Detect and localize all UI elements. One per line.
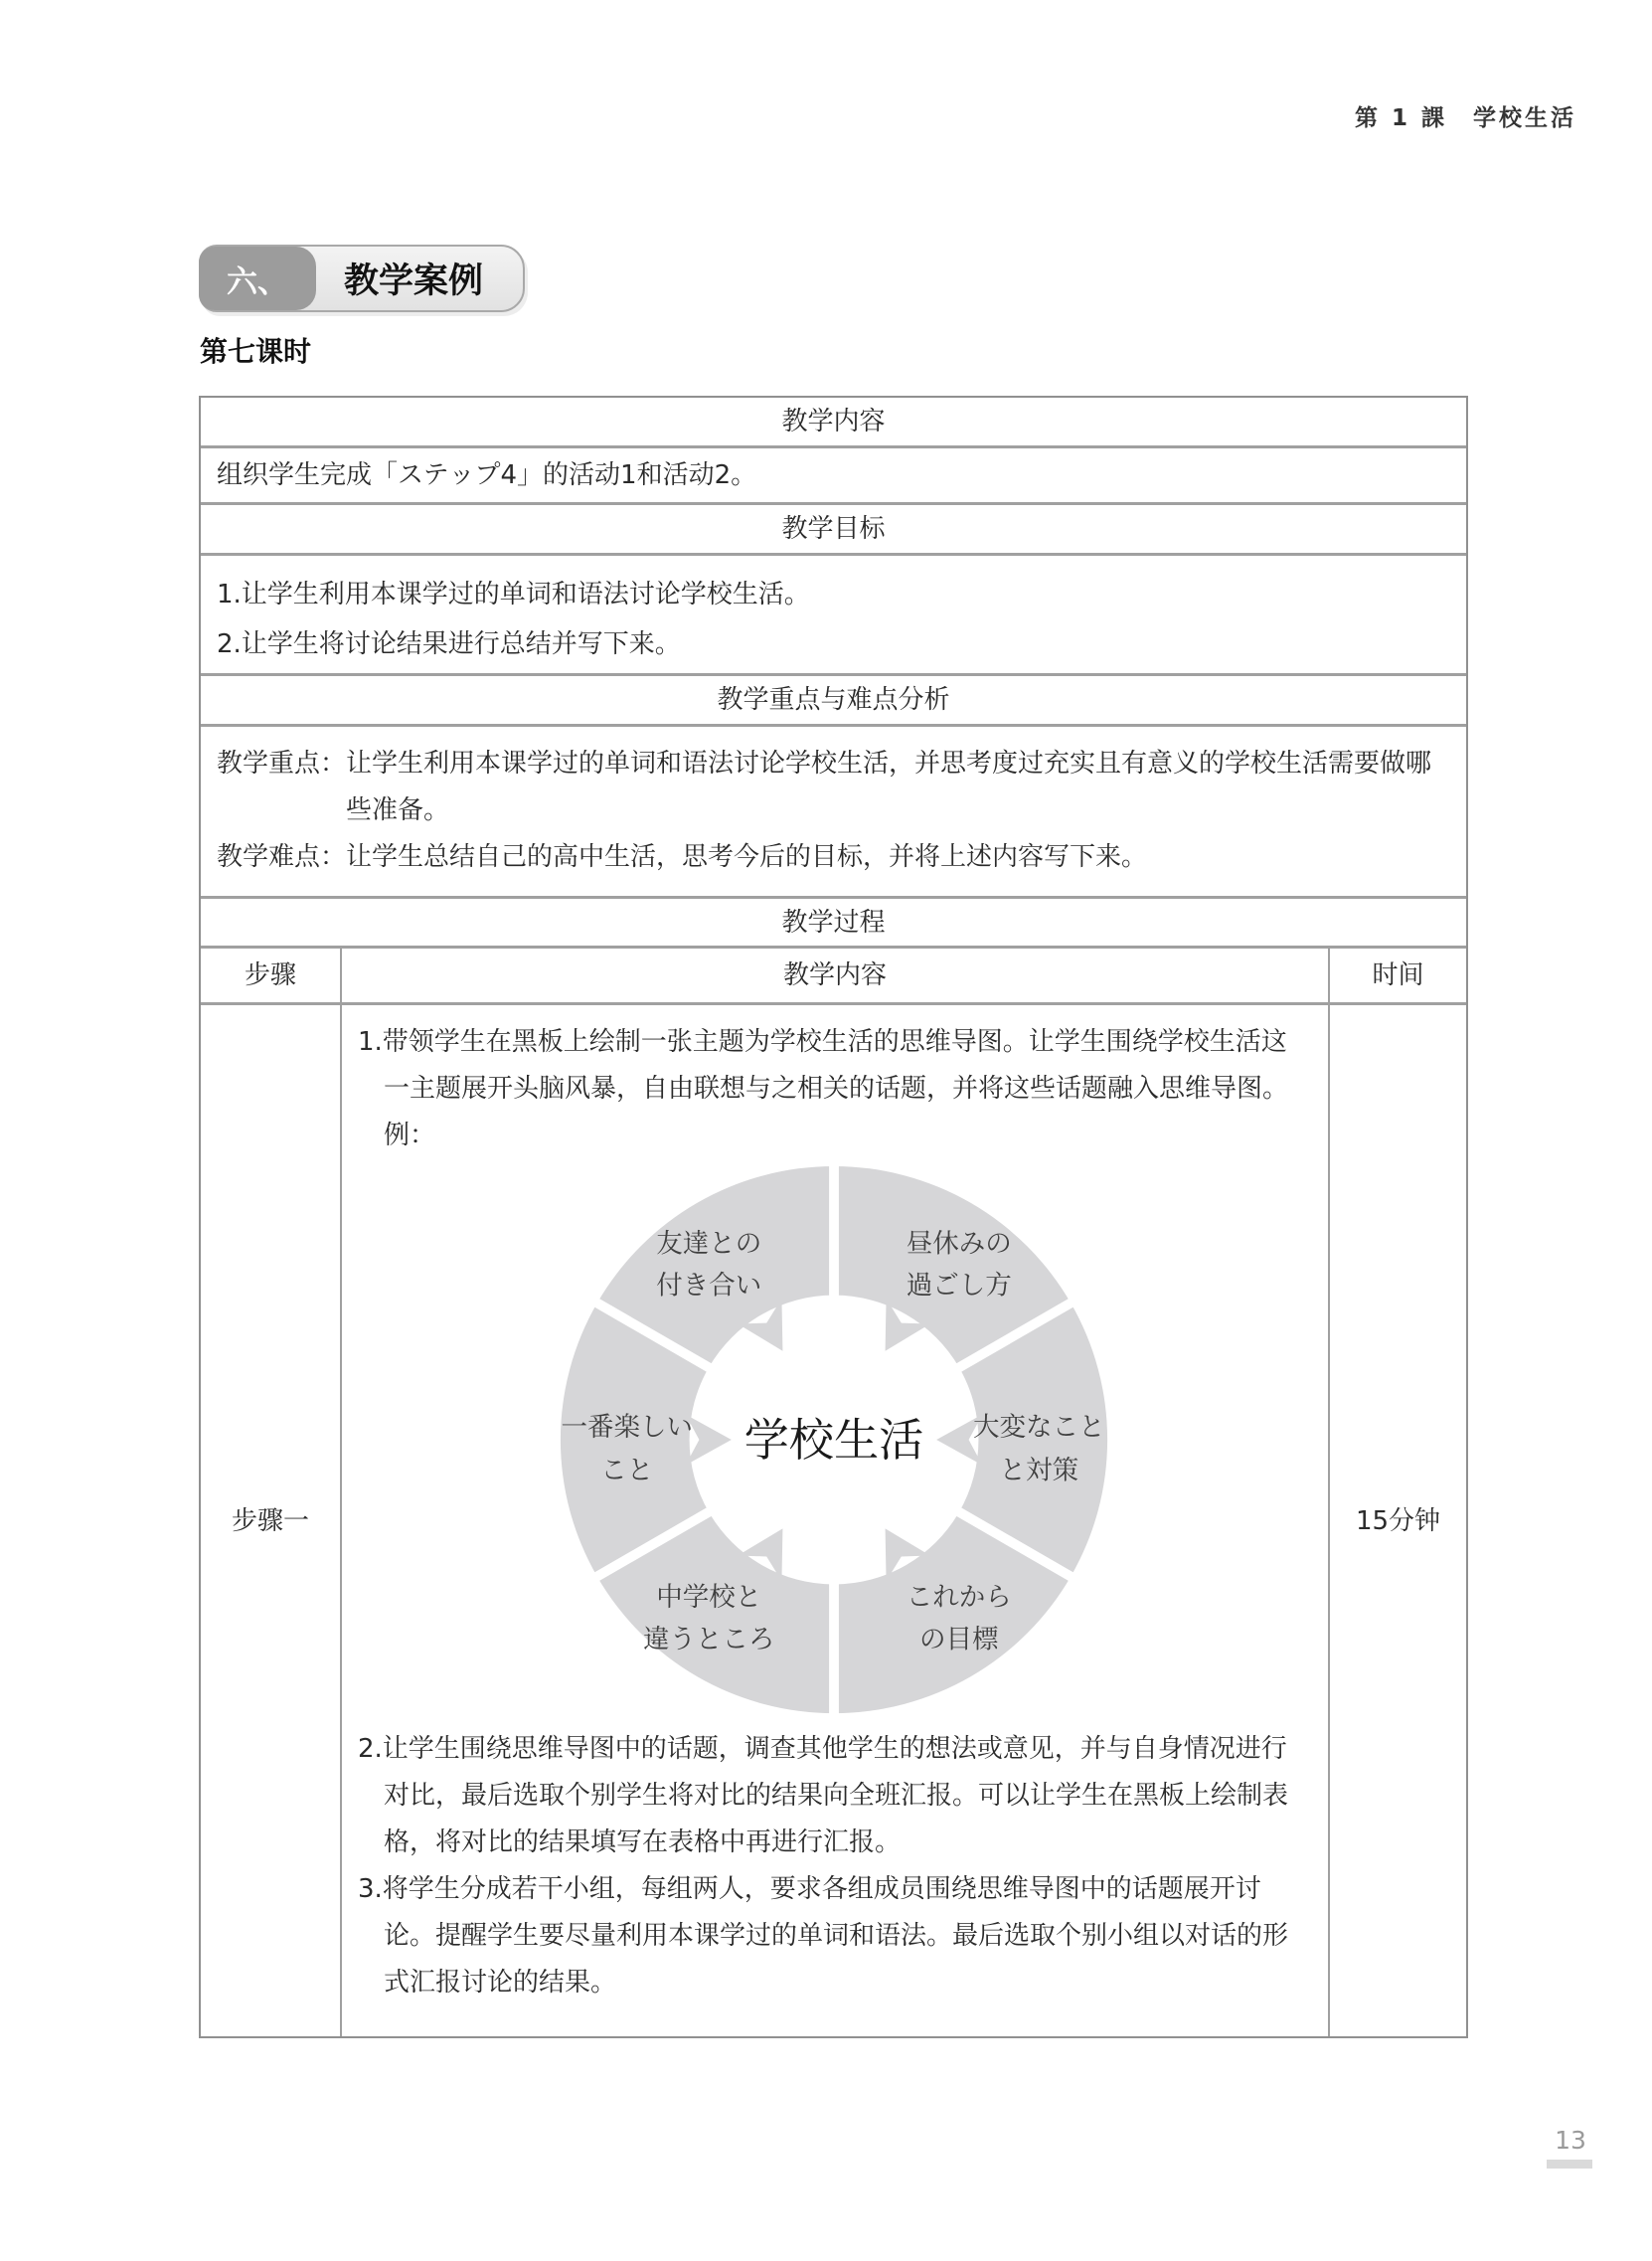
difficulty-paragraph (217, 834, 1450, 881)
segment-label-most-fun: 一番楽しいこと (561, 1412, 694, 1486)
difficulty-label: 教学难点： (217, 842, 347, 872)
section-badge (199, 245, 525, 312)
column-header-step: 步骤 (244, 960, 296, 990)
segment-label-middle-school: 中学校と違うところ (642, 1582, 775, 1655)
table-row-goals (201, 553, 1466, 673)
section-badge-title: 教学案例 (344, 261, 484, 301)
process-item-1: 1.带领学生在黑板上绘制一张主题为学校生活的思维导图。让学生围绕学校生活这一主题展开头脑风暴，自由联想与之相关的话题，并将这些话题融入思维导图。 (358, 1027, 1289, 1104)
lesson-plan-table (199, 396, 1468, 2038)
diagram-center-label: 学校生活 (743, 1413, 924, 1467)
table-row-focus (201, 724, 1466, 896)
footer-bar (1547, 2160, 1592, 2169)
process-item-2: 2.让学生围绕思维导图中的话题，调查其他学生的想法或意见，并与自身情况进行对比，最后选取个别学生将对比的结果向全班汇报。可以让学生在黑板上绘制表格，将对比的结果填写在表格中再进行汇报。 (358, 1734, 1289, 1857)
process-body-row (201, 1002, 1466, 2036)
chapter-header: 第 1 課 学校生活 (1354, 105, 1576, 131)
difficulty-text: 让学生总结自己的高中生活，思考今后的目标，并将上述内容写下来。 (346, 842, 1148, 872)
section-badge-pill (199, 245, 525, 312)
focus-paragraph (217, 741, 1450, 834)
process-header-row (201, 946, 1466, 1002)
time-cell: 15分钟 (1328, 1005, 1466, 2036)
section-number: 六、 (199, 247, 316, 310)
content-cell (340, 1005, 1328, 2036)
segment-label-lunch: 昼休みの過ごし方 (906, 1228, 1012, 1302)
lesson-period-title: 第七课时 (200, 335, 312, 368)
segment-label-future-goals: これからの目標 (906, 1582, 1012, 1655)
step-cell: 步骤一 (231, 1505, 309, 1536)
focus-text: 让学生利用本课学过的单词和语法讨论学校生活，并思考度过充实且有意义的学校生活需要做哪些准备。 (346, 749, 1432, 825)
page-number: 13 (1555, 2126, 1586, 2155)
goal-item: 2.让学生将讨论结果进行总结并写下来。 (217, 629, 681, 659)
table-row-process-header: 教学过程 (201, 896, 1466, 946)
table-row-content-header: 教学内容 (781, 407, 886, 436)
column-header-time: 时间 (1328, 949, 1466, 1002)
process-item-3: 3.将学生分成若干小组，每组两人，要求各组成员围绕思维导图中的话题展开讨论。提醒学生要尽量利用本课学过的单词和语法。最后选取个别小组以对话的形式汇报讨论的结果。 (358, 1874, 1289, 1998)
cycle-diagram-svg (536, 1163, 1132, 1720)
segment-label-hardships: 大変なことと対策 (973, 1412, 1105, 1486)
column-header-content: 教学内容 (340, 949, 1328, 1002)
goal-item: 1.让学生利用本课学过的单词和语法讨论学校生活。 (217, 580, 810, 609)
segment-label-friends: 友達との付き合い (656, 1228, 762, 1302)
focus-label: 教学重点： (217, 749, 347, 779)
example-label: 例： (384, 1121, 436, 1150)
table-row-focus-header: 教学重点与难点分析 (201, 673, 1466, 724)
table-row-content: 组织学生完成「ステップ4」的活动1和活动2。 (201, 445, 1466, 502)
mindmap-diagram (358, 1163, 1310, 1720)
table-row-goal-header: 教学目标 (201, 502, 1466, 553)
